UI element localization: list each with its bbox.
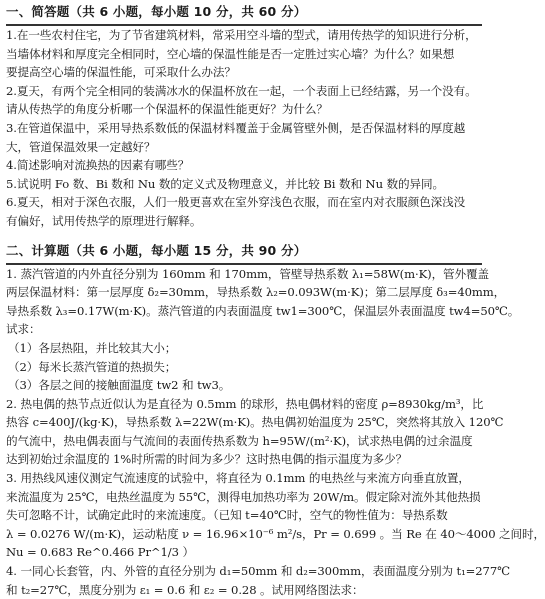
calc2-line-2: 热容 c=400J/(kg·K)，导热系数 λ=22W(m·K)。热电偶初始温度为 25℃，突然将其放入 120℃ — [6, 415, 504, 430]
calc1-line-1: 1. 蒸汽管道的内外直径分别为 160mm 和 170mm，管壁导热系数 λ₁=58W(m·K)，管外覆盖 — [6, 266, 490, 281]
q6-line-2: 有偏好，试用传热学的原理进行解释。 — [6, 213, 202, 228]
q5-line-1: 5.试说明 Fo 数、Bi 数和 Nu 数的定义式及物理意义，并比较 Bi 数和 Nu 数的异同。 — [6, 176, 445, 191]
calc2-line-3: 的气流中，热电偶表面与气流间的表面传热系数为 h=95W/(m²·K)，试求热电偶的过余温度 — [6, 433, 473, 448]
calc3-line-4: λ = 0.0276 W/(m·K)，运动粘度 ν = 16.96×10⁻⁶ m²/s，Pr = 0.699 。当 Re 在 40～4000 之间时， — [6, 526, 545, 541]
q1-line-2: 当墙体材料和厚度完全相同时，空心墙的保温性能是否一定胜过实心墙？为什么？如果想 — [6, 46, 455, 61]
calc1-line-4: 试求： — [6, 322, 41, 337]
section2-body — [6, 265, 545, 599]
calc4-line-1: 4. 一同心长套管，内、外管的直径分别为 d₁=50mm 和 d₂=300mm，表面温度分别为 t₁=277℃ — [6, 564, 510, 579]
calc1-sub-2: （2）每米长蒸汽管道的热损失； — [8, 359, 177, 374]
calc2-line-4: 达到初始过余温度的 1%时所需的时间为多少？这时热电偶的指示温度为多少？ — [6, 452, 408, 467]
q3-line-2: 大，管道保温效果一定越好？ — [6, 139, 156, 154]
q6-line-1: 6.夏天，相对于深色衣服，人们一般更喜欢在室外穿浅色衣服，而在室内对衣服颜色深浅没 — [6, 195, 466, 210]
section1-body — [6, 26, 482, 231]
calc3-line-3: 失可忽略不计，试确定此时的来流速度。（已知 t=40℃时，空气的物性值为：导热系数 — [6, 508, 448, 523]
calc4-line-2: 和 t₂=27℃，黑度分别为 ε₁ = 0.6 和 ε₂ = 0.28 。试用网络图法求： — [6, 582, 364, 597]
calc1-sub-1: （1）各层热阻，并比较其大小； — [8, 340, 177, 355]
q1-line-3: 要提高空心墙的保温性能，可采取什么办法？ — [6, 65, 236, 80]
section1-title: 一、简答题（共 6 小题，每小题 10 分，共 60 分） — [6, 4, 307, 19]
calc2-line-1: 2. 热电偶的热节点近似认为是直径为 0.5mm 的球形，热电偶材料的密度 ρ=8930kg/m³，比 — [6, 396, 484, 411]
q2-line-1: 2.夏天，有两个完全相同的装满冰水的保温杯放在一起，一个表面上已经结露，另一个没有。 — [6, 83, 477, 98]
section2-title: 二、计算题（共 6 小题，每小题 15 分，共 90 分） — [6, 242, 307, 258]
calc3-line-1: 3. 用热线风速仪测定气流速度的试验中，将直径为 0.1mm 的电热丝与来流方向垂直放置， — [6, 471, 470, 486]
calc3-line-2: 来流温度为 25℃，电热丝温度为 55℃，测得电加热功率为 20W/m。假定除对流外其他热损 — [6, 489, 481, 504]
calc1-line-3: 导热系数 λ₃=0.17W(m·K)。蒸汽管道的内表面温度 tw1=300℃，保温层外表面温度 tw4=50℃。 — [6, 303, 520, 318]
calc1-line-2: 两层保温材料：第一层厚度 δ₂=30mm，导热系数 λ₂=0.093W(m·K)；第二层厚度 δ₃=40mm， — [6, 285, 506, 300]
q4-line-1: 4.简述影响对流换热的因素有哪些？ — [6, 158, 190, 173]
calc3-line-5: Nu = 0.683 Re^0.466 Pr^1/3 ） — [6, 545, 194, 560]
calc1-sub-3: （3）各层之间的接触面温度 tw2 和 tw3。 — [8, 378, 231, 393]
q3-line-1: 3.在管道保温中，采用导热系数低的保温材料覆盖于金属管壁外侧，是否保温材料的厚度越 — [6, 120, 466, 135]
section-gap — [6, 231, 482, 239]
q1-line-1: 1.在一些农村住宅，为了节省建筑材料，常采用空斗墙的型式，请用传热学的知识进行分析， — [6, 28, 477, 42]
q2-line-2: 请从传热学的角度分析哪一个保温杯的保温性能更好？为什么？ — [6, 102, 328, 117]
